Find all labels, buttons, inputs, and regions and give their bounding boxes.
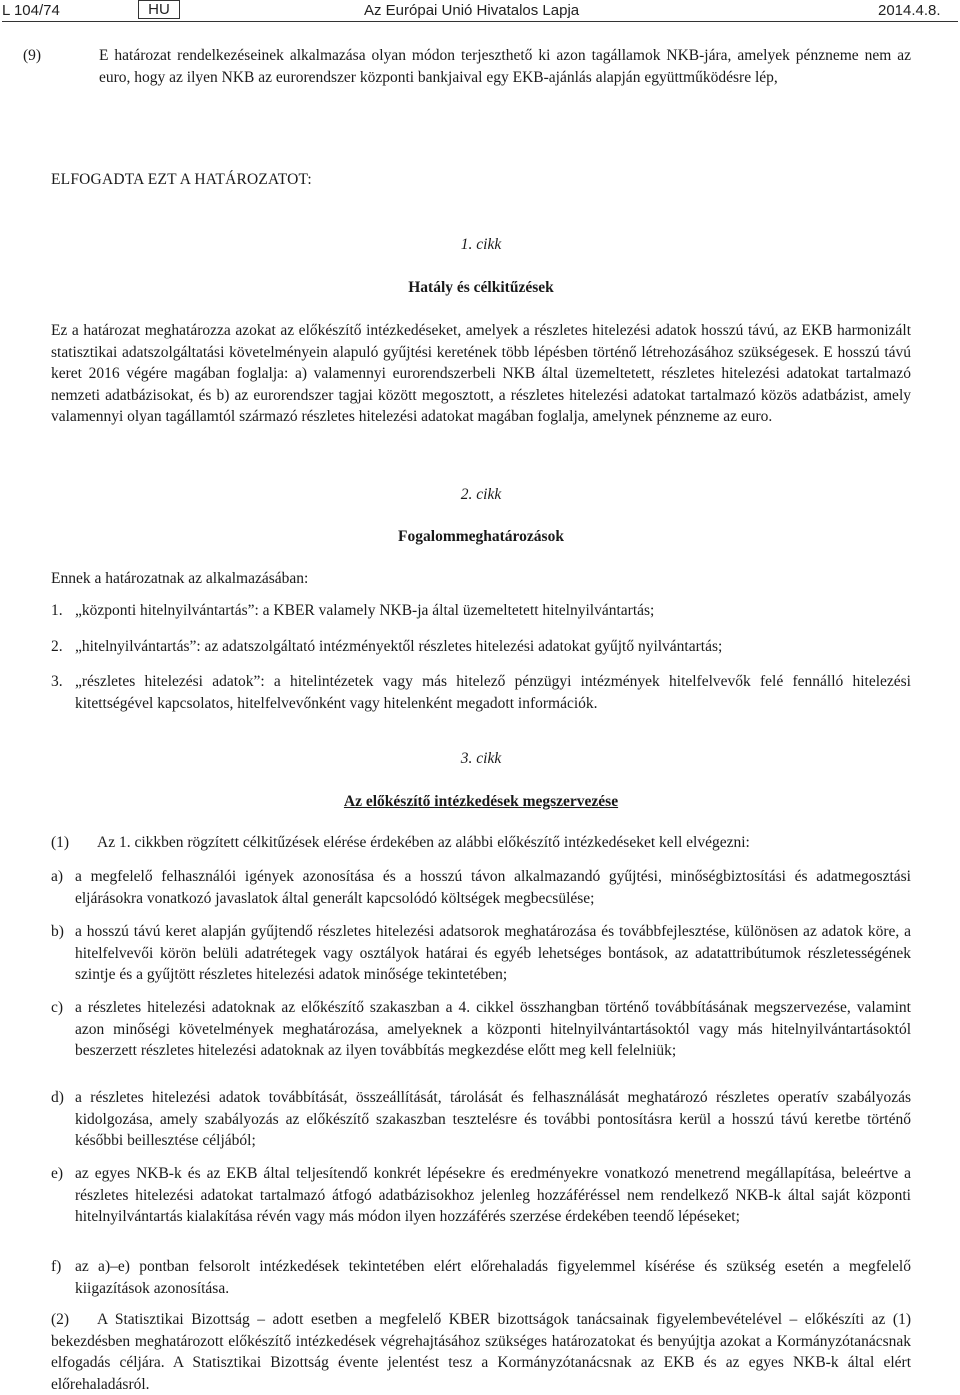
article-1-text: Ez a határozat meghatározza azokat az előkészítő intézkedéseket, amelyek a részletes hitelezési adatok hosszú távú, az EKB harmonizált statisztikai adatszolgáltatási követelményein alapuló gyűjtési keretének több lépésben történő létrehozásához szükségesek. E hosszú távú keret 2016 végére magában foglalja: a) valamennyi eurorendszerbeli NKB által üzemeltetett, részletes hitelezési adatokat tartalmazó nemzeti adatbázisokat, és b) az eurorendszer tagjai között megosztott, a részletes hitelezési adatokat tartalmazó közös adatbázist, amely valamennyi olyan tagállamtól származó részletes hitelezési adatokat magában foglalja, amelynek pénzneme az euro. xyxy=(51,322,911,425)
language-badge: HU xyxy=(138,0,180,19)
definition-label: 2. xyxy=(51,638,63,655)
article-2-intro: Ennek a határozatnak az alkalmazásában: xyxy=(51,570,309,587)
paragraph-2-text: A Statisztikai Bizottság – adott esetben a megfelelő KBER bizottságok tanácsainak figyelembevételével – előkészíti az (1) bekezdésben meghatározott előkészítő intézkedések végrehajtásához szükséges határozatokat és benyújtja azokat a Kormányzótanácsnak elfogadás céljára. A Statisztikai Bizottság évente jelentést tesz a Kormányzótanácsnak az EKB és az egyes NKB-k által elért előrehaladásról. xyxy=(51,1311,911,1393)
header-divider xyxy=(2,21,958,22)
measure-text: az a)–e) pontban felsorolt intézkedések tekintetében elért előrehaladás figyelemmel kísérése és szükség esetén a megfelelő kiigazítások azonosítása. xyxy=(75,1258,911,1297)
definition-text: „központi hitelnyilvántartás”: a KBER valamely NKB-ja által üzemeltetett hitelnyilvántartás; xyxy=(75,602,655,619)
journal-title: Az Európai Unió Hivatalos Lapja xyxy=(364,2,580,19)
measure-label: a) xyxy=(51,868,64,885)
measure-label: b) xyxy=(51,923,64,940)
paragraph-number: (1) xyxy=(51,834,70,851)
measure-text: az egyes NKB-k és az EKB által teljesítendő konkrét lépésekre és eredményekre vonatkozó menetrend megállapítása, beleértve a részletes hitelezési adatokat tartalmazó átfogó adatbázisokhoz jelenleg hozzáféréssel nem rendelkező NKB-k által saját központi hitelnyilvántartás kialakítása révén vagy más módon ilyen hozzáférés szerzése érdekében teendő lépéseket; xyxy=(75,1165,911,1225)
definition-text: „hitelnyilvántartás”: az adatszolgáltató intézményektől részletes hitelezési adatokat gyűjtő nyilvántartás; xyxy=(75,638,723,655)
measure-text: a megfelelő felhasználói igények azonosítása és a hosszú távon alkalmazandó gyűjtési, minőségbiztosítási és adatmegosztási eljárásokra vonatkozó javaslatok által generált kapcsolódó költségek megbecsülése; xyxy=(75,868,911,907)
article-2-number: 2. cikk xyxy=(460,486,502,503)
recital-text: E határozat rendelkezéseinek alkalmazása olyan módon terjeszthető ki azon tagállamok NKB-jára, amelyek pénzneme nem az euro, hogy az ilyen NKB az eurorendszer központi bankjaival egy EKB-ajánlás alapján együttműködésre lép, xyxy=(99,47,911,86)
article-3-title: Az előkészítő intézkedések megszervezése xyxy=(343,793,619,810)
adoption-statement: ELFOGADTA EZT A HATÁROZATOT: xyxy=(51,171,312,188)
measure-label: c) xyxy=(51,999,64,1016)
definition-label: 1. xyxy=(51,602,63,619)
article-3-number: 3. cikk xyxy=(460,750,502,767)
measure-label: d) xyxy=(51,1089,64,1106)
measure-text: a hosszú távú keret alapján gyűjtendő részletes hitelezési adatsorok meghatározása és továbbfejlesztése, különösen az adatok köre, a hitelfelvevői körön belüli adatrétegek vagy osztályok határai és egyéb lehetséges bontások, az adatattribútumok részletességének szintje és a gyűjtött részletes hitelezési adatok minősége tekintetében; xyxy=(75,923,911,983)
article-1-title: Hatály és célkitűzések xyxy=(408,279,554,296)
paragraph-1-text: Az 1. cikkben rögzített célkitűzések elérése érdekében az alábbi előkészítő intézkedéseket kell elvégezni: xyxy=(97,834,750,851)
recital-number: (9) xyxy=(23,47,42,64)
measure-label: f) xyxy=(51,1258,62,1275)
measure-text: a részletes hitelezési adatok továbbítását, összeállítását, tárolását és felhasználását meghatározó részletes operatív szabályozás kidolgozása, amely szabályozás az előkészítő szakaszban tesztelésre és további pontosításra kerül a hosszú távú keretbe történő későbbi beillesztése céljából; xyxy=(75,1089,911,1149)
article-1-number: 1. cikk xyxy=(460,236,502,253)
definition-text: „részletes hitelezési adatok”: a hitelintézetek vagy más hitelező pénzügyi intézmények hitelfelvevők felé fennálló hitelezési kitettségével kapcsolatos, hitelfelvevőnként vagy hitelenként megadott információk. xyxy=(75,673,911,712)
page-reference: L 104/74 xyxy=(2,2,60,19)
measure-text: a részletes hitelezési adatoknak az előkészítő szakaszban a 4. cikkel összhangban történő továbbításának megszervezése, valamint azon minőségi követelmények meghatározása, amelyeknek a központi hitelnyilvántartásoktól vagy más hitelnyilvántartásoktól beszerzett részletes hitelezési adatoknak az ilyen továbbítás megkezdése előtt meg kell felelniük; xyxy=(75,999,911,1059)
measure-label: e) xyxy=(51,1165,64,1182)
article-2-title: Fogalommeghatározások xyxy=(398,528,564,545)
publication-date: 2014.4.8. xyxy=(878,2,941,19)
page-header xyxy=(2,0,960,20)
definition-label: 3. xyxy=(51,673,63,690)
paragraph-number: (2) xyxy=(51,1311,70,1328)
